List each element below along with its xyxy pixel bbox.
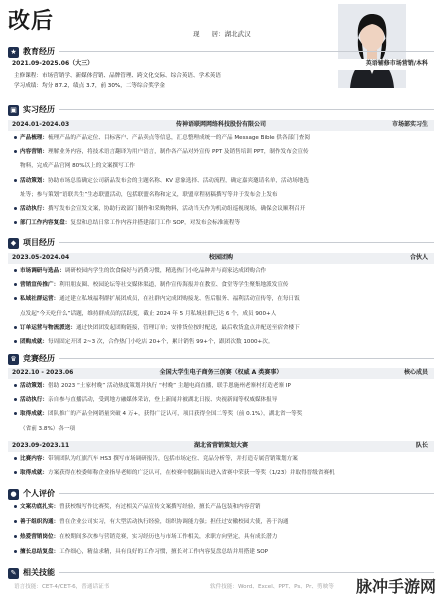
bullet-dot-icon [14,550,17,553]
project-bullet-key: 私域社群运营： [20,296,60,303]
bullet-dot-icon [14,340,17,343]
internship-bullet-key: 产品梳理： [20,135,48,141]
evaluation-bullet-2 [14,533,432,541]
residence-label: 现 [193,30,200,38]
education-icon: ★ [8,47,19,58]
project-bullet-3 [14,310,432,318]
competition-2-bullet-1 [14,469,432,477]
competition-1-bullet-2 [14,410,432,418]
project-role: 合伙人 [409,254,428,262]
competition-1-bullet-key: 活动执行： [20,397,48,404]
education-entry [8,59,434,70]
internship-bullet-text: 物料，完成产品官网 80%以上的文案撰写工作 [20,163,135,170]
project-bullet-key: 营销宣传推广： [20,282,60,289]
bullet-dot-icon [14,412,17,415]
internship-bullet-key: 活动执行： [20,206,48,212]
education-section-header [8,45,434,59]
evaluation-bullet-0 [14,503,432,511]
project-bullet-key: 市场调研与选品： [20,268,65,274]
bullet-dot-icon [14,384,17,387]
bullet-dot-icon [14,297,17,300]
tools-icon: ✎ [8,568,19,579]
internship-bullet-key: 部门工作内容复盘： [20,220,71,227]
competitions-section-header [8,352,434,366]
competition-1-bullet-text: 团队推广的产品全网销量突破 4 万+，获得广泛认可，项目获得全国二等奖（前 0.1%），湖北省一等奖 [47,411,303,418]
competition-1-bullet-key: 取得成就： [20,411,48,418]
competition-1-bullet-text: 借助 2023 “土家村晚” 活动热度策划并执行 “村晚” 主题电商直播，联手恩施州老寨村打造老寨 IP [47,383,291,389]
competitions-heading: 竞赛经历 [23,354,55,364]
project-bullet-text: 通过建立私域福利群扩展团成员，在社群内完成团购接龙、售后服务、福利活动宣传等，在每日饭 [59,296,300,303]
internship-bullet-3 [14,177,432,185]
bullet-dot-icon [14,283,17,286]
competition-2-bullet-0 [14,455,432,463]
internship-entry [8,120,434,131]
page-title: 改后 [8,8,55,34]
competition-2-period: 2023.09-2023.11 [12,442,70,450]
evaluation-bullet-key: 善于组织沟通： [20,519,60,525]
internship-bullet-text: 协助市场总监确定公司新品发布会的主题名称、KV 意象选择、活动流程，确定嘉宾邀请名单，活动场地选 [47,177,309,184]
project-bullet-key: 订单运营与物流派送： [20,324,76,331]
bullet-dot-icon [14,505,17,508]
project-bullet-key: 团购成就： [20,339,48,345]
bullet-dot-icon [14,457,17,460]
competition-1-bullet-text: （省前 3.8%）各一项 [20,425,76,432]
bullet-dot-icon [14,535,17,538]
internship-bullet-text: 址等；参与策划“语联共生”生态联盟活动，包括联盟名称和定义，联盟章程初稿撰写等并于发布会上发布 [20,191,278,198]
education-courses: 主修课程：市场营销学、新媒体营销、品牌管理、跨文化交际、综合英语、学术英语 [14,73,221,79]
project-bullet-text: 通过快团团发起团购链接，管理订单；安排货位按时配送，最后收货盒点并配送至宿舍楼下 [75,324,300,331]
project-bullet-0 [14,267,432,275]
evaluation-bullet-text: 曾在企业公司实习，有大型活动执行经验，组织协调能力强；担任过安徽校园大使，善于沟通 [59,519,289,525]
residence-value: 居：湖北武汉 [211,30,251,38]
internship-heading: 实习经历 [23,105,55,115]
competition-1-bullet-key: 活动策划： [20,383,48,389]
competition-2-role: 队长 [415,442,428,450]
bullet-dot-icon [14,179,17,182]
project-bullet-text: 调研校园内学生的饮食偏好与消费习惯，精选热门小吃品种并与商家达成团购合作 [64,268,267,274]
internship-bullet-1 [14,148,432,156]
project-bullet-1 [14,281,432,289]
competition-1-bullet-1 [14,396,432,404]
competition-2-bullet-text: 带领团队为红旗汽车 HS3 撰写市场调研报告，包括市场定位、竞品分析等，并打造专属营销策划方案 [47,456,298,462]
evaluation-bullet-key: 擅长总结复盘： [20,549,60,555]
internship-bullet-2 [14,162,432,170]
education-major: 英语辅修市场营销/本科 [365,60,428,68]
internship-company: 传神语联网网络科技股份有限公司 [175,121,266,129]
internship-bullet-text: 理解业务内容，将技术语言翻译为用户语言，制作各产品对外宣传 PPT 及销售培训 PPT，制作发布会宣传 [47,149,309,156]
internship-period: 2024.01-2024.03 [12,121,70,129]
competition-2-bullet-key: 比赛内容： [20,456,48,462]
skills-language: 语言技能：CET-4/CET-6，普通话证书 [14,584,110,590]
competition-1-name: 全国大学生电子商务三创赛（权威 A 类赛事） [159,369,283,377]
internship-bullet-key: 活动策划： [20,177,48,184]
competition-2-bullet-key: 取得成就： [20,470,48,477]
evaluation-section-header [8,487,434,501]
project-entry [8,253,434,264]
bullet-dot-icon [14,269,17,272]
evaluation-heading: 个人评价 [23,489,55,499]
internship-bullet-6 [14,219,432,227]
trophy-icon: ♛ [8,354,19,365]
competition-1-bullet-text: 亲自参与直播活动，受到地方融媒体采访，登上新闻并被湖北日报、央视新闻等权威媒体报导 [47,397,278,404]
education-gpa: 学习成绩：均分 87.2，绩点 3.7，前 30%，二等综合奖学金 [14,83,165,89]
internship-bullet-4 [14,191,432,199]
bullet-dot-icon [14,398,17,401]
project-icon: ◆ [8,238,19,249]
internship-bullet-text: 复盘和总结日常工作内容并搭建部门工作 SOP，对发布会标准流程等 [70,220,241,227]
bullet-dot-icon [14,221,17,224]
competition-2-bullet-text: 方案获得在校委师称企业指导老师的广泛认可，在校赛中脱颖而出进入省赛中荣获一等奖（1/23）并取得晋级省赛机 [47,470,335,477]
competition-1-role: 核心成员 [403,369,428,377]
evaluation-bullet-text: 工作细心，精益求精，具有良好的工作习惯，擅长对工作内容复盘总结并用搭建 SOP [59,549,269,555]
evaluation-bullet-text: 曾获校级写作比赛奖，有过相关产品宣传文案撰写经验，擅长产品包装和内容营销 [59,504,261,510]
bullet-dot-icon [14,471,17,474]
project-bullet-text: 每周固定开团 2~3 次，合作热门小吃店 20+个，累计销售 99+个，跟团次数 1000+次。 [47,339,274,345]
project-bullet-text: 点发起“今天吃什么”话题，维持群成员的活跃度，截止 2024 年 5 月私域社群已达 6 个，成员 900+人 [20,310,277,317]
evaluation-bullet-1 [14,518,432,526]
internship-bullet-5 [14,205,432,213]
projects-section-header [8,236,434,250]
education-period: 2021.09-2025.06（大三） [12,60,94,68]
competition-2-name: 湖北省营销策划大赛 [193,442,248,450]
education-heading: 教育经历 [23,47,55,57]
internship-bullet-0 [14,134,432,142]
evaluation-bullet-key: 热爱营销岗位： [20,534,60,540]
internship-section-header [8,103,434,117]
bullet-dot-icon [14,520,17,523]
competition-1-period: 2022.10 - 2023.06 [12,369,74,377]
bullet-dot-icon [14,150,17,153]
evaluation-bullet-3 [14,548,432,556]
bullet-dot-icon [14,136,17,139]
internship-bullet-text: 撰写发布会宣发文案，协助行政部门制作和采购物料，活动当天作为机动组巡视现场，确保会议顺利召开 [47,206,306,212]
skills-heading: 相关技能 [23,568,55,578]
evaluation-bullet-text: 在校期间多次参与营销竞赛，实习经历也与市场工作相关，求职方向坚定，具有成长潜力 [59,534,278,540]
briefcase-icon: ▣ [8,105,19,116]
internship-role: 市场部实习生 [391,121,428,129]
internship-bullet-key: 内容营销： [20,149,48,156]
user-icon: ● [8,489,19,500]
project-name: 校园团购 [208,254,233,262]
competition-1-bullet-3 [14,425,432,433]
bullet-dot-icon [14,207,17,210]
project-period: 2023.05-2024.04 [12,254,70,262]
competition-1-bullet-0 [14,382,432,390]
project-bullet-2 [14,295,432,303]
skills-software: 软件技能：Word、Excel、PPT、Ps、Pr、剪映等 [210,584,334,590]
competition-entry-1 [8,368,434,379]
competition-entry-2 [8,441,434,452]
projects-heading: 项目经历 [23,238,55,248]
project-bullet-text: 利用朋友圈、校园论坛等社交媒体渠道，制作宣传海报并在教室、食堂等学生聚集地派发宣传 [59,282,289,289]
residence-info [193,30,251,39]
project-bullet-4 [14,324,432,332]
project-bullet-5 [14,338,432,346]
internship-bullet-text: 梳理产品的产品定位、目标客户、产品卖点等信息，汇总整理成统一的产品 Message Bible 供各部门查阅 [47,135,310,141]
bullet-dot-icon [14,326,17,329]
watermark-logo: 脉冲手游网 [355,576,436,596]
evaluation-bullet-key: 文案功底扎实： [20,504,60,510]
